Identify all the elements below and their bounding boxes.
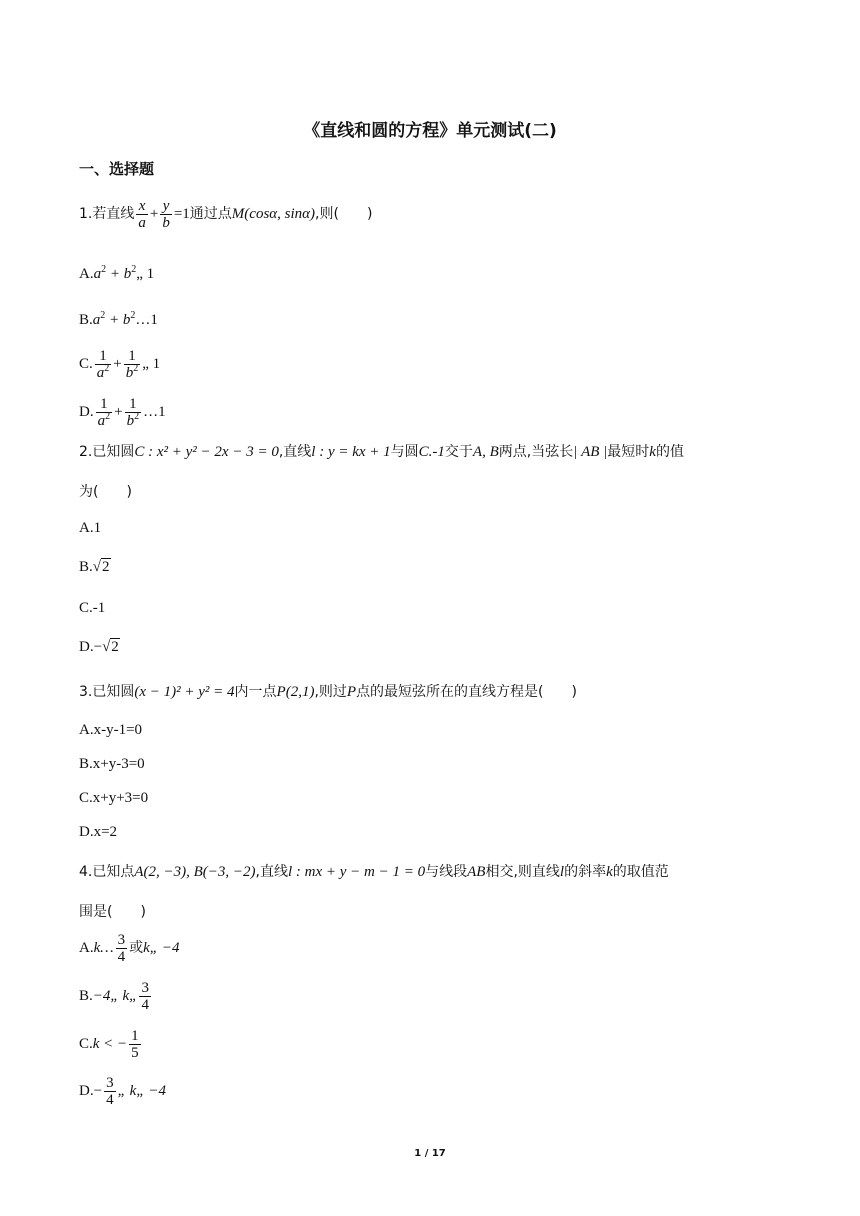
question-1-option-c: C. $\frac{1}{a^2}$ + $\frac{1}{b^2}$ „ 1: [79, 348, 161, 381]
question-3-option-b: B.x+y-3=0: [79, 756, 145, 772]
question-1-stem: 1.若直线 $\frac{x}{a}$ + $\frac{y}{b}$ =1通过点M(cosα, sinα),则( ): [79, 198, 373, 231]
question-1-option-b: $B.a^2$ + $b^2\dots 1$: [79, 310, 158, 328]
question-4-option-a: A.k… $\frac{3}{4}$ 或k„ −4: [79, 932, 180, 965]
page-number: 1 / 17: [414, 1148, 446, 1159]
question-3-option-a: A.x-y-1=0: [79, 722, 143, 738]
question-2-stem-line1: 2.已知圆C : x² + y² − 2x − 3 = 0,直线l : y = kx + 1与圆C.-1交于A, B两点,当弦长| AB |最短时k的值: [79, 444, 684, 460]
question-4-option-b: B.−4„ k„ $\frac{3}{4}$: [79, 980, 149, 1013]
question-1-option-a: $A.a^2$ + $b^2„$ 1: [79, 264, 155, 282]
question-3-stem: 3.已知圆(x − 1)² + y² = 4内一点P(2,1),则过P点的最短弦所在的直线方程是( ): [79, 684, 577, 700]
question-2-option-b: B.√2: [79, 559, 110, 575]
question-4-option-d: D.− $\frac{3}{4}$ „ k„ −4: [79, 1075, 167, 1108]
page-title: 《直线和圆的方程》单元测试(二): [303, 121, 557, 141]
question-4-option-c: C.k < − $\frac{1}{5}$: [79, 1028, 139, 1061]
section-heading: 一、选择题: [79, 160, 155, 178]
question-4-stem-line2: 围是( ): [79, 904, 146, 920]
question-2-option-d: D.−√2: [79, 639, 119, 655]
question-3-option-d: D.x=2: [79, 824, 118, 840]
question-3-option-c: C.x+y+3=0: [79, 790, 149, 806]
question-4-stem-line1: 4.已知点A(2, −3), B(−3, −2),直线l : mx + y − m − 1 = 0与线段AB相交,则直线l的斜率k的取值范: [79, 864, 669, 880]
question-2-stem-line2: 为( ): [79, 484, 132, 500]
question-1-option-d: D. $\frac{1}{a^2}$ + $\frac{1}{b^2}$ …1: [79, 396, 166, 429]
question-2-option-a: A.1: [79, 520, 102, 536]
question-2-option-c: C.-1: [79, 600, 106, 616]
